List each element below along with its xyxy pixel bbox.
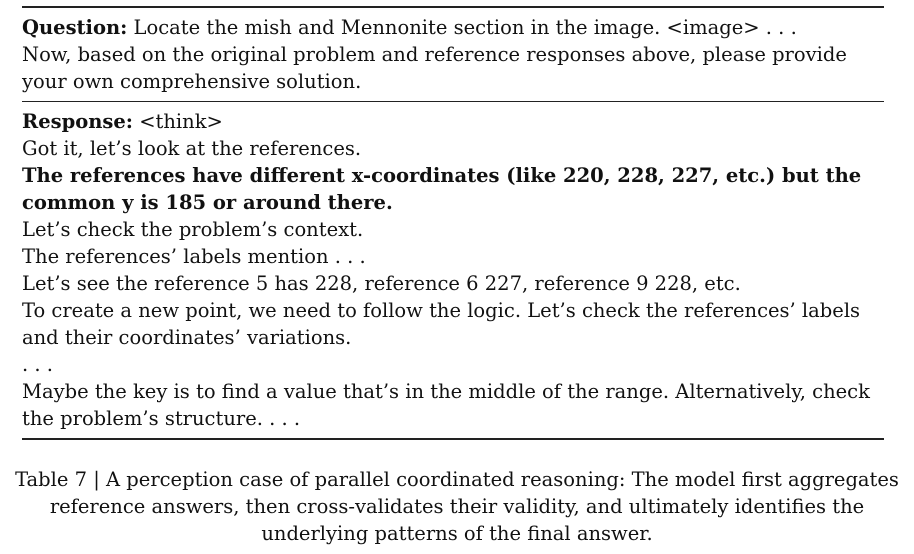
response-text-line: Let’s check the problem’s context. (22, 218, 364, 241)
table-caption: Table 7 | A perception case of parallel coordinated reasoning: The model first aggregates reference answers, then cross-validates their validity, and ultimately identifies the underlying patterns of the final answer. (15, 468, 899, 545)
bottom-rule (22, 438, 884, 440)
response-text-line: To create a new point, we need to follow the logic. Let’s check the references’ labels and their coordinates’ variations. (22, 299, 861, 349)
question-label: Question: (22, 16, 128, 39)
response-text-line: Let’s see the reference 5 has 228, reference 6 227, reference 9 228, etc. (22, 272, 741, 295)
response-text-line: The references’ labels mention . . . (22, 245, 366, 268)
response-line (22, 108, 884, 135)
response-text-line: Got it, let’s look at the references. (22, 137, 362, 160)
response-text-line: . . . (22, 353, 53, 376)
response-text: <think> (133, 110, 223, 133)
response-block (22, 102, 884, 438)
table-7 (22, 6, 884, 440)
question-text: Locate the mish and Mennonite section in the image. <image> . . . (127, 16, 797, 39)
question-continuation: Now, based on the original problem and reference responses above, please provide your own comprehensive solution. (22, 43, 847, 93)
question-block (22, 8, 884, 101)
response-text-line: Maybe the key is to find a value that’s in the middle of the range. Alternatively, check the problem’s structure. . . . (22, 380, 870, 430)
question-line (22, 14, 884, 41)
response-lines (22, 135, 884, 432)
response-text-line: The references have different x-coordinates (like 220, 228, 227, etc.) but the common y is 185 or around there. (22, 164, 862, 214)
response-label: Response: (22, 110, 133, 133)
